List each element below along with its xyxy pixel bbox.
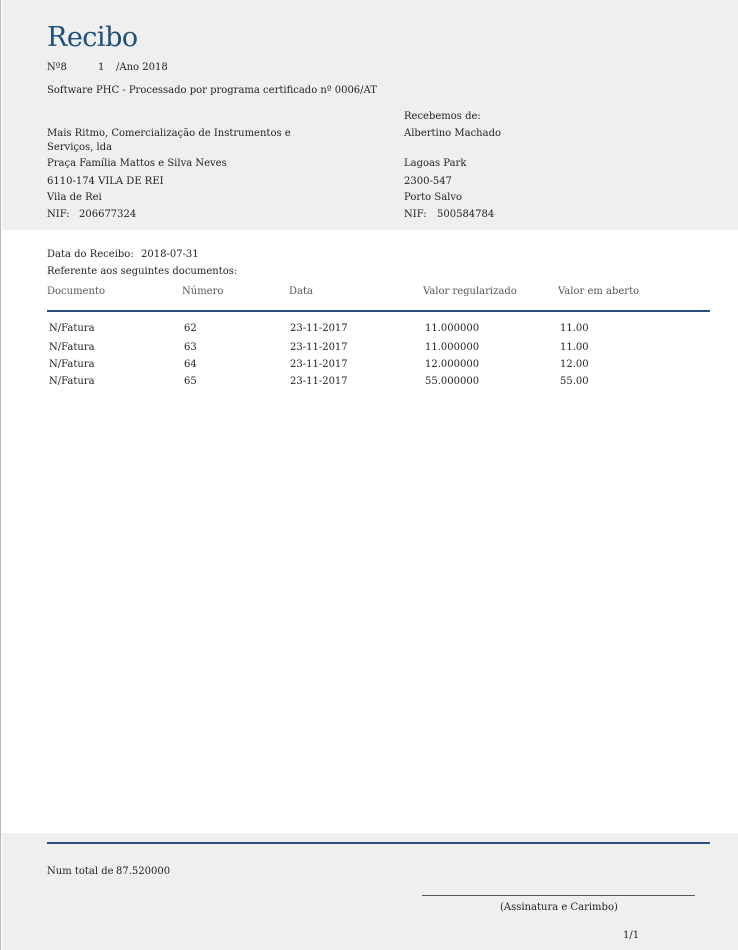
emitter-address: Praça Família Mattos e Silva Neves (47, 158, 227, 169)
cell-valor-em-aberto: 12.00 (560, 359, 589, 370)
table-header-divider (47, 310, 710, 312)
cell-documento: N/Fatura (49, 342, 95, 353)
emitter-name-line1: Mais Ritmo, Comercialização de Instrumentos e (47, 128, 291, 139)
emitter-name-line2: Serviços, lda (47, 142, 113, 153)
cell-valor-regularizado: 12.000000 (425, 359, 480, 370)
receipt-date-value: 2018-07-31 (141, 249, 199, 260)
signature-line (422, 895, 695, 896)
cell-numero: 65 (184, 376, 197, 387)
receipt-year: /Ano 2018 (116, 62, 168, 73)
column-header-documento: Documento (47, 286, 105, 297)
cell-data: 23-11-2017 (290, 323, 348, 334)
column-header-data: Data (289, 286, 313, 297)
emitter-postal: 6110-174 VILA DE REI (47, 176, 164, 187)
cell-data: 23-11-2017 (290, 376, 348, 387)
cell-valor-regularizado: 55.000000 (425, 376, 480, 387)
recipient-city: Porto Salvo (404, 192, 463, 203)
software-certification-line: Software PHC - Processado por programa certificado nº 0006/AT (47, 85, 377, 96)
emitter-nif-value: 206677324 (79, 209, 137, 220)
emitter-city: Vila de Rei (47, 192, 102, 203)
recipient-nif-label: NIF: (404, 209, 427, 220)
cell-documento: N/Fatura (49, 359, 95, 370)
referente-label: Referente aos seguintes documentos: (47, 266, 238, 277)
recipient-postal: 2300-547 (404, 176, 452, 187)
cell-data: 23-11-2017 (290, 342, 348, 353)
cell-valor-regularizado: 11.000000 (425, 342, 480, 353)
document-title: Recibo (47, 22, 138, 53)
column-header-valor-regularizado: Valor regularizado (423, 286, 517, 297)
cell-data: 23-11-2017 (290, 359, 348, 370)
cell-numero: 62 (184, 323, 197, 334)
cell-numero: 64 (184, 359, 197, 370)
column-header-valor-em-aberto: Valor em aberto (558, 286, 640, 297)
receipt-number-label: Nº8 (47, 62, 67, 73)
cell-valor-em-aberto: 55.00 (560, 376, 589, 387)
receipt-number-value: 1 (98, 62, 105, 73)
recipient-name: Albertino Machado (404, 128, 502, 139)
cell-documento: N/Fatura (49, 376, 95, 387)
recipient-received-label: Recebemos de: (404, 111, 481, 122)
total-value: 87.520000 (116, 866, 171, 877)
footer-divider (47, 842, 710, 844)
recipient-address: Lagoas Park (404, 158, 467, 169)
recipient-nif-value: 500584784 (437, 209, 495, 220)
cell-numero: 63 (184, 342, 197, 353)
column-header-numero: Número (182, 286, 224, 297)
total-label: Num total de (47, 866, 114, 877)
signature-label: (Assinatura e Carimbo) (500, 902, 618, 913)
cell-documento: N/Fatura (49, 323, 95, 334)
receipt-date-label: Data do Receibo: (47, 249, 134, 260)
emitter-nif-label: NIF: (47, 209, 70, 220)
page-number: 1/1 (623, 930, 640, 941)
cell-valor-em-aberto: 11.00 (560, 342, 589, 353)
cell-valor-regularizado: 11.000000 (425, 323, 480, 334)
cell-valor-em-aberto: 11.00 (560, 323, 589, 334)
